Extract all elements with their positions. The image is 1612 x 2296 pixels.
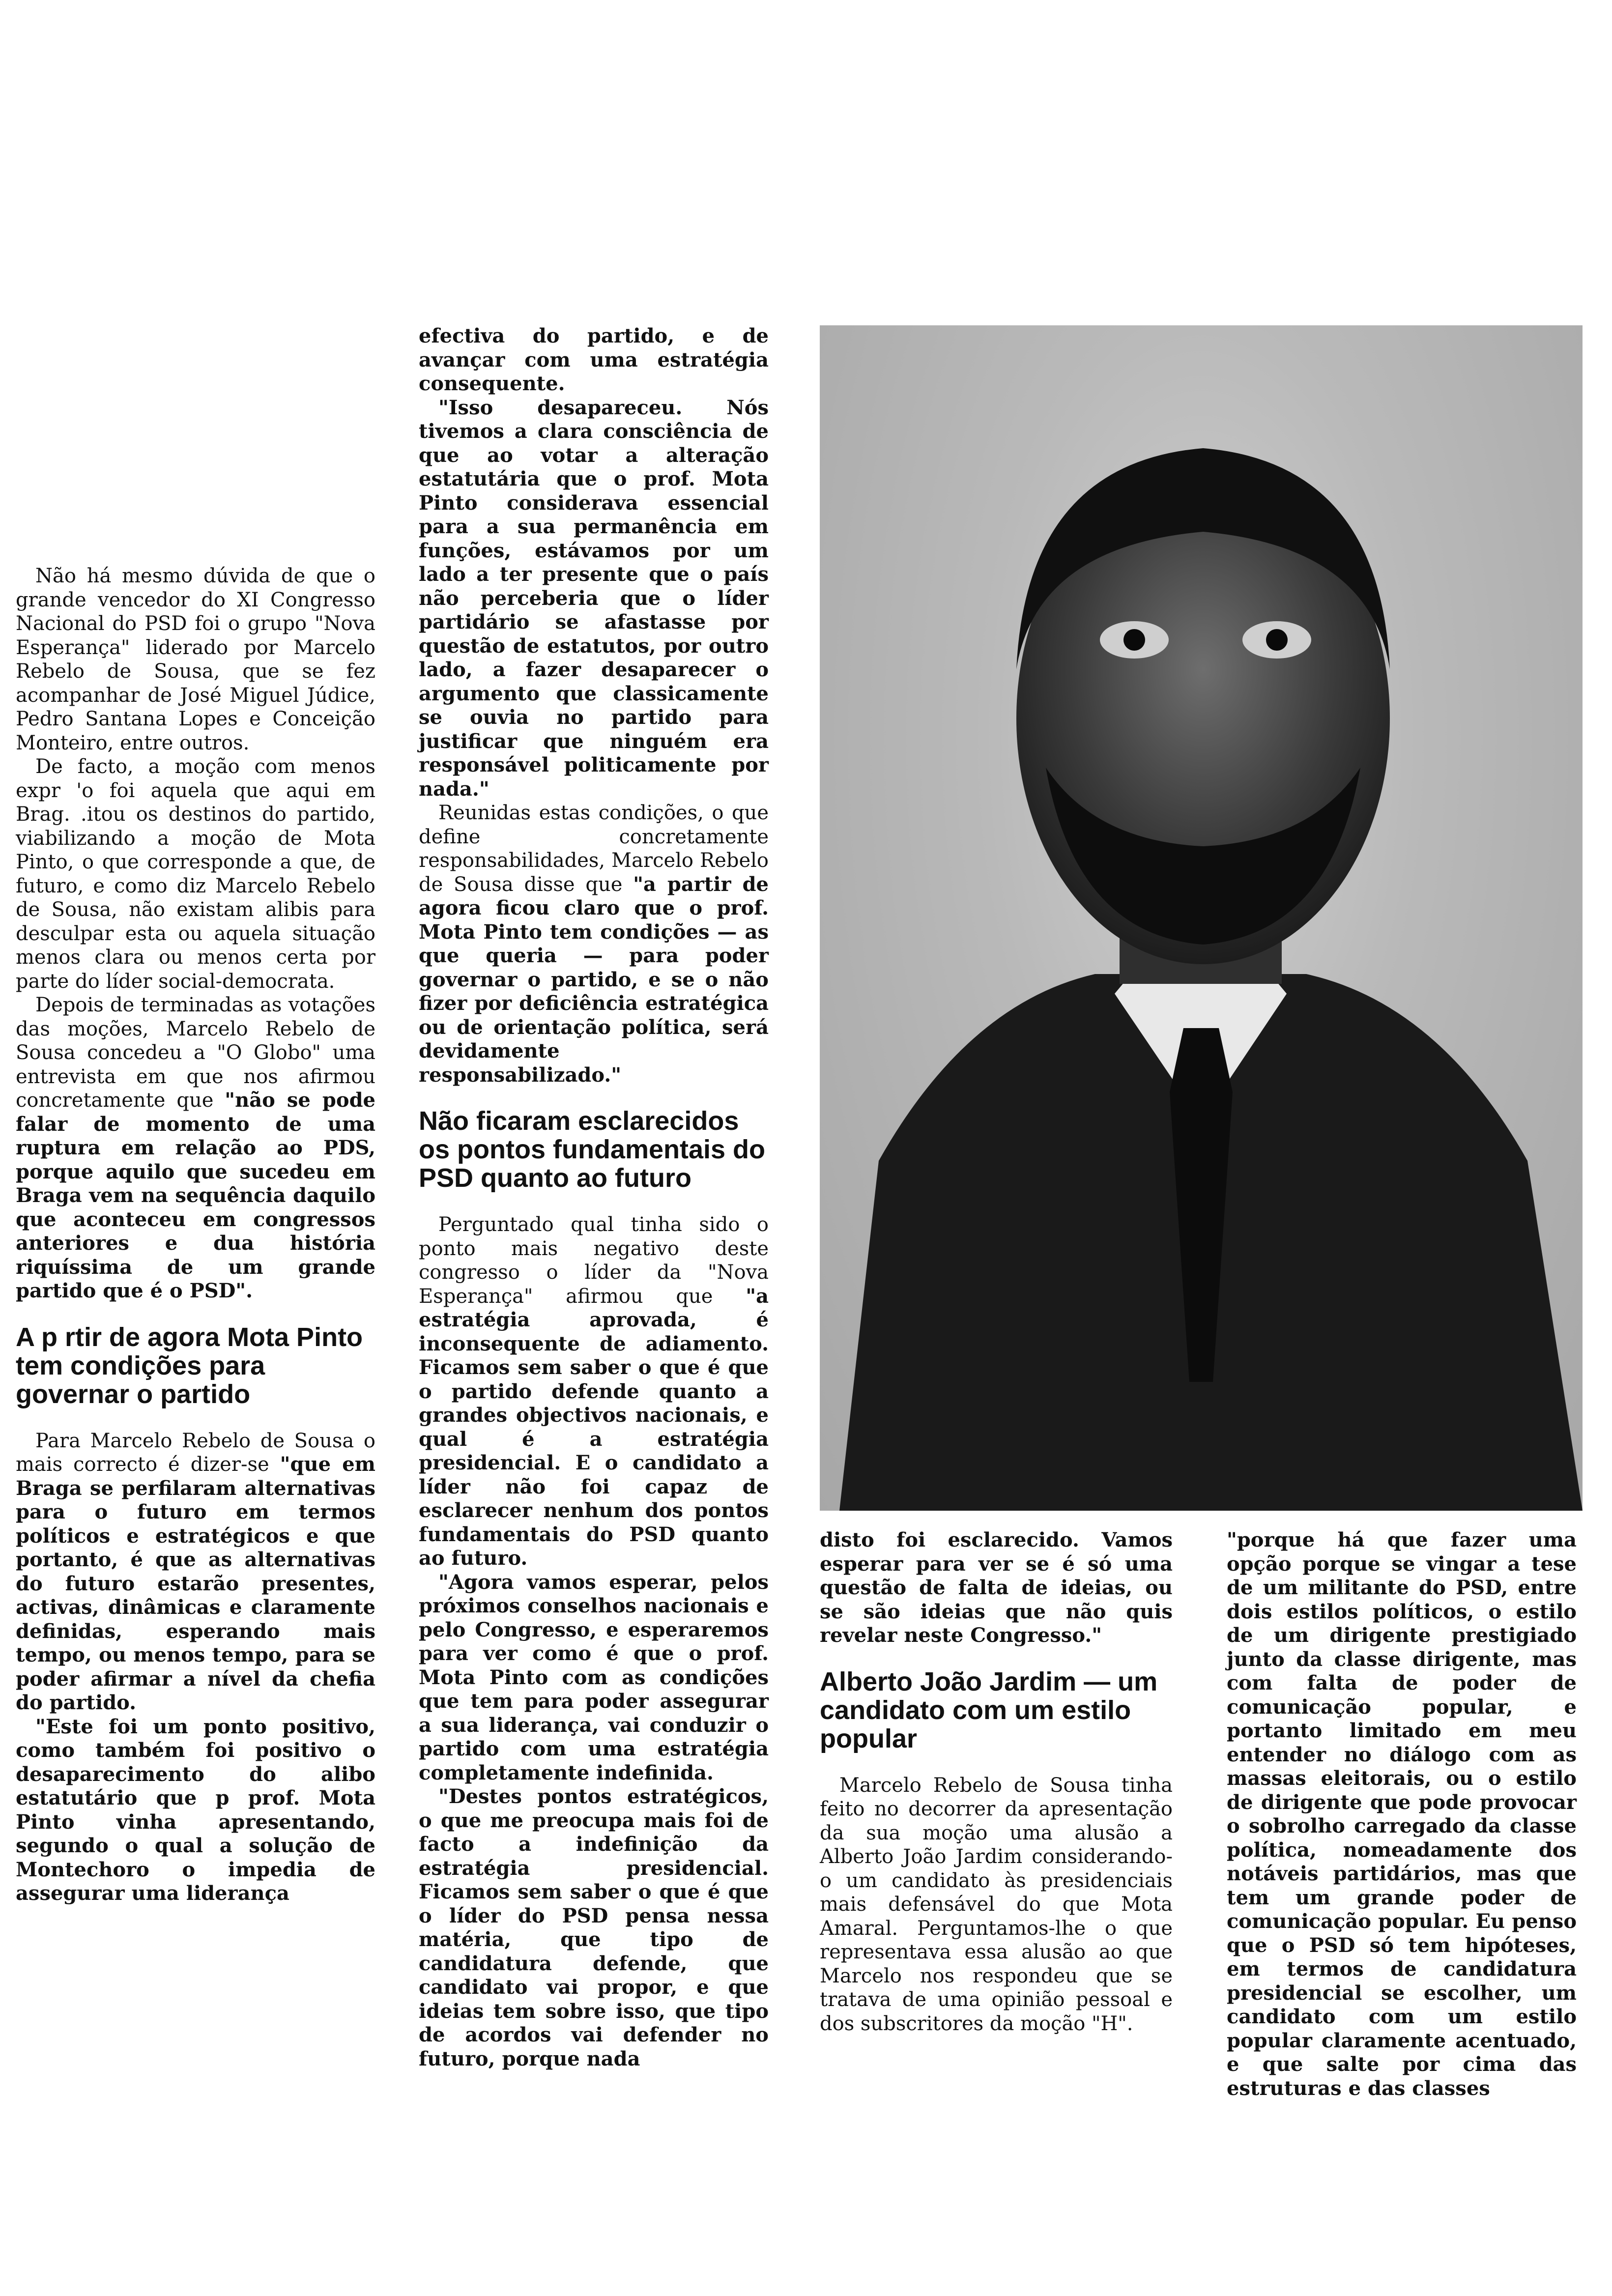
quote-bold: "que em Braga se perfilaram alternativas para o futuro em termos políticos e estratégicos e que portanto, é que as alternativas do futuro estarão presentes, activas, dinâmicas e claramente definidas, esperando mais tempo, ou menos tempo, para se poder afirmar a nível da chefia do partido. <box>16 1453 375 1714</box>
section-heading: A p rtir de agora Mota Pinto tem condições para governar o partido <box>16 1322 363 1409</box>
paragraph: disto foi esclarecido. Vamos esperar para ver se é só uma questão de falta de ideias, ou se são ideias que não quis revelar neste Congresso." <box>820 1528 1173 1647</box>
article-column-1 <box>16 564 375 1965</box>
paragraph: efectiva do partido, e de avançar com uma estratégia consequente. <box>419 324 769 395</box>
article-column-4 <box>1227 1528 1577 2100</box>
quote-bold: "a estratégia aprovada, é inconsequente de adiamento. Ficamos sem saber o que é que o partido defende quanto a grandes objectivos nacionais, e qual é a estratégia presidencial. E o candidato a líder não foi capaz de esclarecer nenhum dos pontos fundamentais do PSD quanto ao futuro. <box>419 1284 769 1570</box>
section-heading: Não ficaram esclarecidos os pontos fundamentais do PSD quanto ao futuro <box>419 1106 766 1193</box>
article-column-2 <box>419 324 769 2070</box>
portrait-photo <box>820 325 1583 1511</box>
paragraph: Não há mesmo dúvida de que o grande vencedor do XI Congresso Nacional do PSD foi o grupo "Nova Esperança" liderado por Marcelo Rebelo de Sousa, que se fez acompanhar de José Miguel Júdice, Pedro Santana Lopes e Conceição Monteiro, entre outros. <box>16 565 375 754</box>
paragraph-text: Depois de terminadas as votações das moções, Marcelo Rebelo de Sousa concedeu a "O Globo" uma entrevista em que nos afirmou concretamente que <box>16 994 375 1112</box>
paragraph: Marcelo Rebelo de Sousa tinha feito no decorrer da apresentação da sua moção uma alusão a Alberto João Jardim considerando-o um candidato às presidenciais mais defensável do que Mota Amaral. Perguntamos-lhe o que representava essa alusão ao que Marcelo nos respondeu que se tratava de uma opinião pessoal e dos subscritores da moção "H". <box>820 1774 1173 2035</box>
paragraph: De facto, a moção com menos expr 'o foi aquela que aqui em Brag. .itou os destinos do partido, viabilizando a moção de Mota Pinto, o que corresponde a que, de futuro, e como diz Marcelo Rebelo de Sousa, não existam alibis para desculpar esta ou aquela situação menos clara ou menos certa por parte do líder social-democrata. <box>16 755 375 993</box>
paragraph-text: Para Marcelo Rebelo de Sousa o mais correcto é dizer-se <box>16 1429 375 1476</box>
paragraph: "Este foi um ponto positivo, como também foi positivo o desaparecimento do alibo estatutário que p prof. Mota Pinto vinha apresentando, segundo o qual a solução de Montechoro o impedia de assegurar uma liderança <box>16 1715 375 1905</box>
paragraph: "Destes pontos estratégicos, o que me preocupa mais foi de facto a indefinição da estratégia presidencial. Ficamos sem saber o que é que o líder do PSD pensa nessa matéria, que tipo de candidatura defende, que candidato vai propor, e que ideias tem sobre isso, que tipo de acordos vai defender no futuro, porque nada <box>419 1785 769 2070</box>
quote-bold: "a partir de agora ficou claro que o prof. Mota Pinto tem condições — as que queria — para poder governar o partido, e se o não fizer por deficiência estratégica ou de orientação política, será devidamente responsabilizado." <box>419 872 769 1087</box>
paragraph: "Agora vamos esperar, pelos próximos conselhos nacionais e pelo Congresso, e esperaremos para ver como é que o prof. Mota Pinto com as condições que tem para poder assegurar a sua liderança, vai conduzir o partido com uma estratégia completamente indefinida. <box>419 1570 769 1784</box>
paragraph <box>419 1213 769 1571</box>
paragraph-text: Reunidas estas condições, o que define concretamente responsabilidades, Marcelo Rebelo de Sousa disse que <box>419 802 769 896</box>
quote-bold: "não se pode falar de momento de uma ruptura em relação ao PDS, porque aquilo que sucedeu em Braga vem na sequência daquilo que aconteceu em congressos anteriores e dua história riquíssima de um grande partido que é o PSD". <box>16 1089 375 1302</box>
paragraph-text: Perguntado qual tinha sido o ponto mais negativo deste congresso o líder da "Nova Esperança" afirmou que <box>419 1213 769 1308</box>
paragraph <box>16 1429 375 1715</box>
paragraph <box>419 801 769 1087</box>
article-column-3 <box>820 1528 1173 2039</box>
section-heading: Alberto João Jardim — um candidato com um estilo popular <box>820 1666 1158 1753</box>
paragraph <box>16 993 375 1303</box>
paragraph: "Isso desapareceu. Nós tivemos a clara consciência de que ao votar a alteração estatutária que o prof. Mota Pinto considerava essencial para a sua permanência em funções, estávamos por um lado a ter presente que o país não perceberia que o líder partidário se afastasse por questão de estatutos, por outro lado, a fazer desaparecer o argumento que classicamente se ouvia no partido para justificar que ninguém era responsável politicamente por nada." <box>419 396 769 801</box>
paragraph: "porque há que fazer uma opção porque se vingar a tese de um militante do PSD, entre dois estilos políticos, o estilo de um dirigente prestigiado junto da classe dirigente, mas com falta de poder de comunicação popular, e portanto limitado em meu entender no diálogo com as massas eleitorais, ou o estilo de dirigente que pode provocar o sobrolho carregado da classe política, nomeadamente dos notáveis partidários, mas que tem um grande poder de comunicação popular. Eu penso que o PSD só tem hipóteses, em termos de candidatura presidencial se escolher, um candidato com um estilo popular claramente acentuado, e que salte por cima das estruturas e das classes <box>1227 1528 1577 2100</box>
portrait-silhouette <box>820 325 1583 1511</box>
